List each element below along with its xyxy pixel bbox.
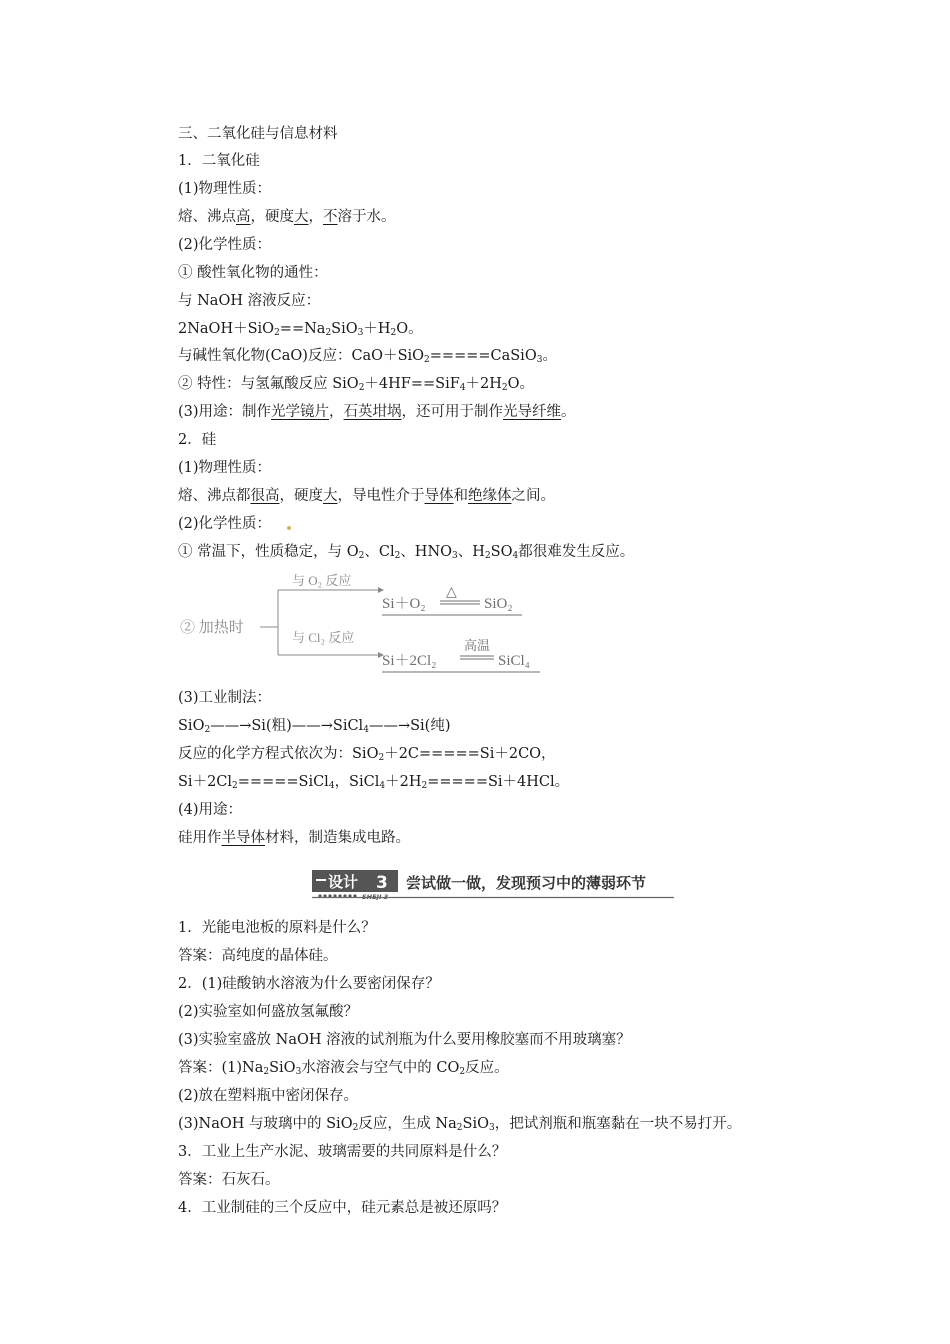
answer-2-2: (2)放在塑料瓶中密闭保存。	[178, 1088, 359, 1104]
banner-logo-number: 3	[376, 873, 388, 893]
answer-2-3: (3)NaOH 与玻璃中的 SiO$_2$反应，生成 $Na_2SiO_3$，把试剂瓶和瓶塞黏在一块不易打开。	[178, 1116, 742, 1133]
section-title: 三、二氧化硅与信息材料	[178, 126, 338, 142]
si-ind-eq1: 反应的化学方程式依次为：SiO$_2$＋2C=====Si＋2CO，	[178, 746, 556, 763]
si-phys-label: (1)物理性质：	[178, 460, 272, 476]
si-chem-label: (2)化学性质：	[178, 516, 272, 532]
sio2-phys-label: (1)物理性质：	[178, 181, 272, 197]
sio2-phys-text: 熔、沸点高，硬度大，不溶于水。	[178, 209, 396, 225]
si-ind-label: (3)工业制法：	[178, 690, 272, 706]
sio2-naoh-title: 与 NaOH 溶液反应：	[178, 293, 321, 309]
question-4: 4．工业制硅的三个反应中，硅元素总是被还原吗？	[178, 1200, 507, 1216]
banner-logo-sub: SHEJI 3	[362, 893, 389, 900]
sio2-hf-equation: ② 特性：与氢氟酸反应 $SiO_2+4HF==SiF_4+2H_2O$。	[178, 376, 535, 393]
si-heading: 2．硅	[178, 432, 217, 448]
question-2-3: (3)实验室盛放 NaOH 溶液的试剂瓶为什么要用橡胶塞而不用玻璃塞？	[178, 1032, 631, 1048]
si-room-temp: ① 常温下，性质稳定，与 $O_2$、$Cl_2$、$HNO_3$、$H_2SO_4$都很难发生反应。	[178, 544, 635, 561]
question-3: 3．工业上生产水泥、玻璃需要的共同原料是什么？	[178, 1144, 507, 1160]
diagram-main-label: ② 加热时	[180, 620, 244, 636]
banner-logo: 设计	[328, 873, 359, 891]
question-2-1: 2．(1)硅酸钠水溶液为什么要密闭保存？	[178, 976, 440, 992]
branch1-label: 与 O₂ 反应	[292, 573, 352, 588]
si-ind-eq2: $Si+2Cl_2=====SiCl_4$，$SiCl_4+2H_2=====Si+4HCl$。	[178, 774, 570, 791]
branch2-condition: 高温	[464, 638, 491, 653]
banner-text: 尝试做一做，发现预习中的薄弱环节	[406, 874, 647, 892]
answer-2-1: 答案：$(1)Na_2SiO_3$水溶液会与空气中的 $CO_2$反应。	[178, 1060, 509, 1077]
answer-1: 答案：高纯度的晶体硅。	[178, 948, 338, 964]
sio2-heading: 1．二氧化硅	[178, 153, 260, 169]
sio2-uses: (3)用途：制作光学镜片，石英坩埚，还可用于制作光导纤维。	[178, 404, 576, 420]
branch2-eq-left: Si＋2Cl₂	[382, 653, 437, 669]
branch1-eq-left: Si＋O₂	[382, 596, 426, 612]
si-ind-chain: SiO$_2$——→Si(粗)——→SiCl$_4$——→Si(纯)	[178, 718, 451, 735]
branch2-label: 与 Cl₂ 反应	[292, 630, 355, 645]
si-use-text: 硅用作半导体材料，制造集成电路。	[178, 830, 410, 846]
question-2-2: (2)实验室如何盛放氢氟酸？	[178, 1004, 359, 1020]
si-use-label: (4)用途：	[178, 802, 243, 818]
sio2-chem-label: (2)化学性质：	[178, 237, 272, 253]
si-phys-text: 熔、沸点都很高，硬度大，导电性介于导体和绝缘体之间。	[178, 488, 555, 504]
sio2-naoh-equation: $2NaOH+SiO_2==Na_2SiO_3+H_2O$。	[178, 321, 423, 338]
sio2-acid-title: ① 酸性氧化物的通性：	[178, 265, 328, 281]
branch1-eq-right: SiO₂	[484, 596, 513, 612]
branch2-eq-right: SiCl₄	[498, 653, 530, 669]
stray-mark	[287, 526, 291, 530]
section-banner	[310, 868, 676, 900]
question-1: 1．光能电池板的原料是什么？	[178, 920, 376, 936]
answer-3: 答案：石灰石。	[178, 1172, 280, 1188]
heating-diagram	[178, 568, 558, 678]
sio2-cao-equation: 与碱性氧化物(CaO)反应：CaO＋SiO$_2$=====CaSiO$_3$。	[178, 348, 557, 365]
branch1-condition: △	[446, 584, 457, 600]
